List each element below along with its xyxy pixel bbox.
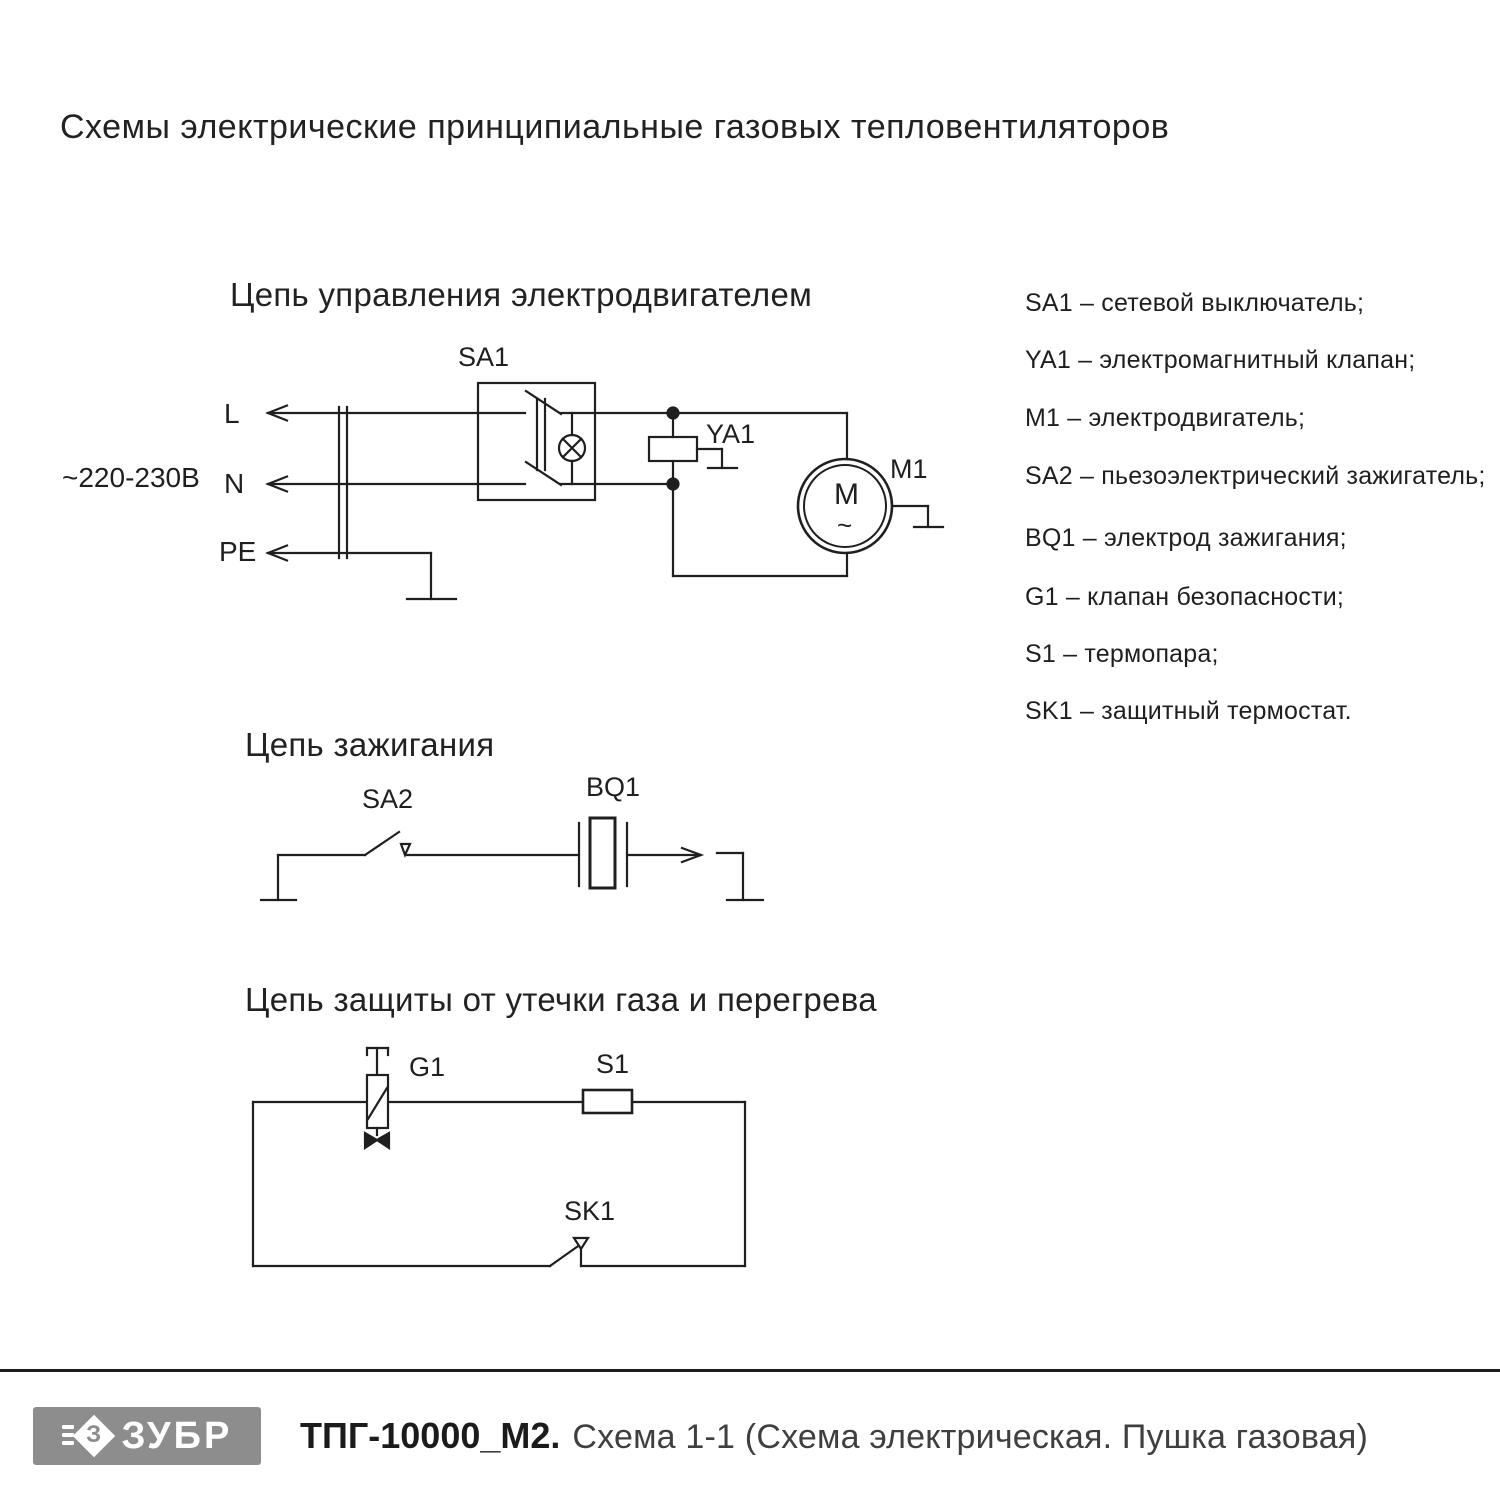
g1-safety-valve-symbol	[365, 1048, 389, 1148]
sa2-label: SA2	[362, 784, 414, 814]
footer-caption-row	[300, 1415, 1368, 1457]
legend-item: M1 – электродвигатель;	[1025, 404, 1306, 432]
protection-schematic	[253, 1048, 745, 1266]
line-l-wire	[268, 406, 478, 421]
bq1-electrode-symbol	[579, 818, 627, 888]
footer-divider	[0, 1369, 1500, 1372]
sa2-igniter-symbol	[365, 832, 410, 855]
line-l-label: L	[224, 398, 240, 429]
sa1-label: SA1	[458, 342, 510, 372]
ignition-schematic	[261, 818, 763, 900]
schema-caption: Схема 1-1 (Схема электрическая. Пушка газовая)	[572, 1418, 1368, 1456]
line-pe-label: PE	[219, 536, 257, 567]
sa1-switch-symbol	[478, 383, 673, 500]
motor-ac-symbol: ~	[837, 510, 853, 540]
line-n-wire	[268, 477, 478, 492]
motor-circuit-title: Цепь управления электродвигателем	[230, 276, 813, 313]
g1-label: G1	[409, 1052, 446, 1082]
legend-item: S1 – термопара;	[1025, 640, 1219, 668]
legend-item: G1 – клапан безопасности;	[1025, 583, 1345, 611]
motor-wiring	[673, 413, 847, 576]
line-n-label: N	[224, 468, 245, 499]
legend-item: SK1 – защитный термостат.	[1025, 697, 1352, 725]
legend-item: YA1 – электромагнитный клапан;	[1025, 346, 1416, 374]
line-pe-wire	[268, 546, 456, 600]
cable-marker	[339, 407, 347, 558]
motor-letter: M	[834, 478, 859, 511]
voltage-label: ~220-230В	[62, 462, 200, 493]
spark-arrow	[627, 848, 701, 862]
protection-loop	[253, 1102, 745, 1266]
sk1-label: SK1	[564, 1196, 616, 1226]
page-title: Схемы электрические принципиальные газовых тепловентиляторов	[60, 108, 1170, 146]
s1-thermocouple-symbol	[583, 1090, 632, 1113]
zubr-logo-icon	[62, 1414, 114, 1458]
bq1-label: BQ1	[586, 772, 641, 802]
m1-label: M1	[890, 454, 928, 484]
legend-item: SA2 – пьезоэлектрический зажигатель;	[1025, 462, 1486, 490]
left-ground-symbol	[261, 855, 296, 900]
right-ground-symbol	[717, 853, 763, 900]
logo-glyph: З	[86, 1421, 102, 1448]
legend-item: BQ1 – электрод зажигания;	[1025, 524, 1347, 552]
s1-label: S1	[596, 1049, 630, 1079]
ignition-circuit-title: Цепь зажигания	[245, 726, 495, 763]
ya1-label: YA1	[706, 419, 756, 449]
protection-circuit-title: Цепь защиты от утечки газа и перегрева	[245, 981, 877, 1018]
legend-item: SA1 – сетевой выключатель;	[1025, 289, 1365, 317]
model-number: ТПГ-10000_М2.	[300, 1415, 561, 1456]
sk1-thermostat-symbol	[550, 1238, 588, 1266]
brand-logo	[33, 1407, 261, 1465]
brand-name: ЗУБР	[121, 1415, 233, 1457]
